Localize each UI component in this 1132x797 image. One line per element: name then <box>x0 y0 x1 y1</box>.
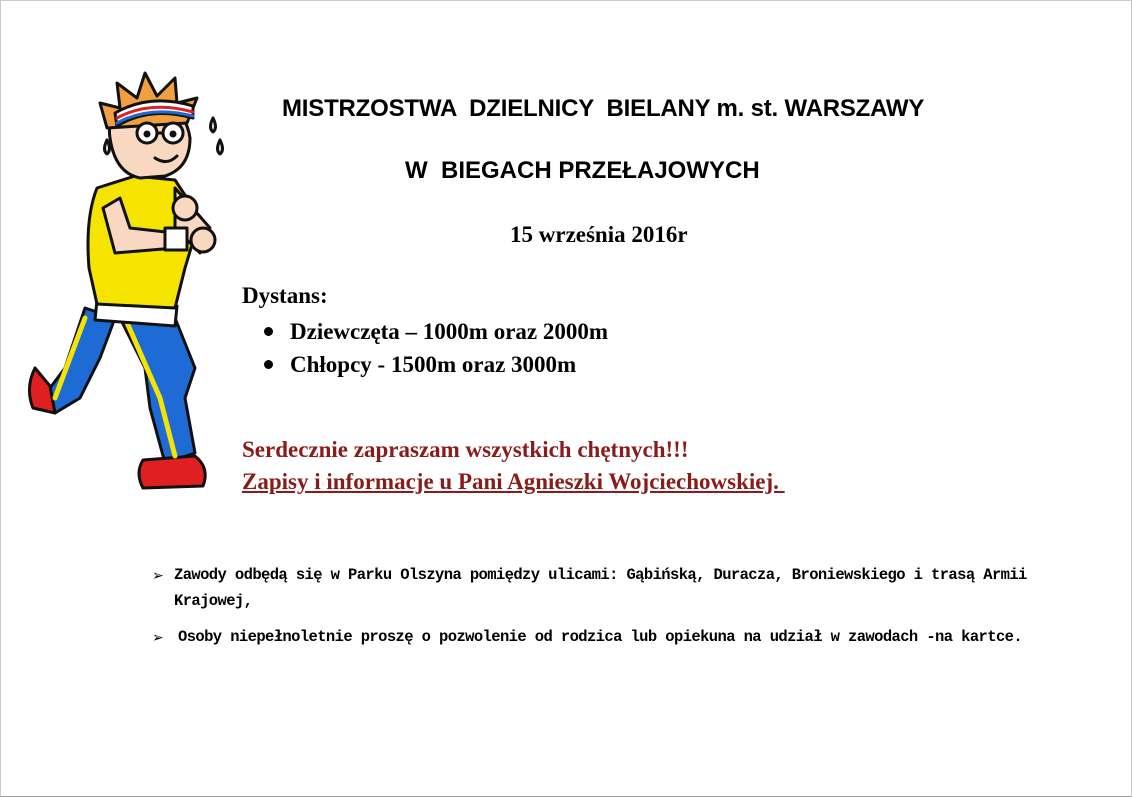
signup-info: Zapisy i informacje u Pani Agnieszki Wojciechowskiej. <box>242 469 785 494</box>
invitation-text: Serdecznie zapraszam wszystkich chętnych!!! <box>242 437 689 462</box>
distance-label: Dystans: <box>242 283 328 308</box>
notes-list <box>150 562 1050 660</box>
note-consent <box>150 624 1050 650</box>
running-boy-illustration <box>25 68 240 500</box>
event-date: 15 września 2016r <box>510 222 688 247</box>
arrow-bullet-icon: ➢ <box>152 630 164 646</box>
title-line-2: W BIEGACH PRZEŁAJOWYCH <box>405 157 760 184</box>
note-text: Osoby niepełnoletnie proszę o pozwolenie od rodzica lub opiekuna na udział w zawodach -na kartce. <box>178 628 1023 646</box>
distance-list <box>264 315 608 381</box>
bullet-icon <box>264 327 273 336</box>
bullet-icon <box>264 360 273 369</box>
note-text: Zawody odbędą się w Parku Olszyna pomiędzy ulicami: Gąbińską, Duracza, Broniewskiego i trasą Armii Krajowej, <box>174 566 1027 610</box>
distance-item-text: Chłopcy - 1500m oraz 3000m <box>290 351 577 377</box>
distance-item-boys <box>264 348 608 381</box>
distance-item-girls <box>264 315 608 348</box>
distance-item-text: Dziewczęta – 1000m oraz 2000m <box>290 318 609 344</box>
arrow-bullet-icon: ➢ <box>152 568 164 584</box>
title-line-1: MISTRZOSTWA DZIELNICY BIELANY m. st. WARSZAWY <box>282 95 925 122</box>
note-location <box>150 562 1050 614</box>
